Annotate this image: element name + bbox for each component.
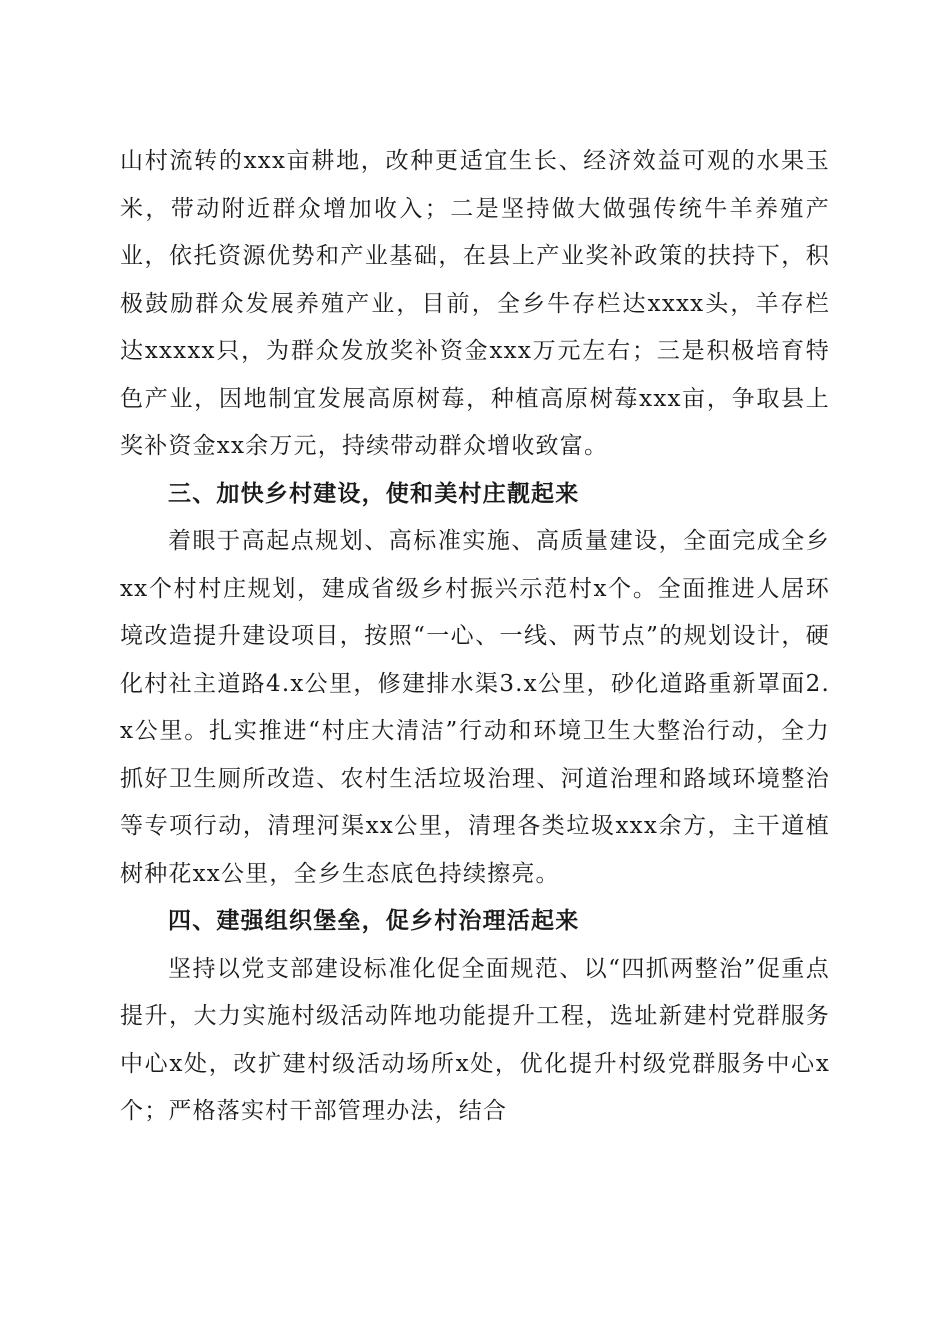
paragraph-section-4: 坚持以党支部建设标准化促全面规范、以“四抓两整治”促重点提升，大力实施村级活动阵地功能提升工程，选址新建村党群服务中心x处，改扩建村级活动场所x处，优化提升村级党群服务中心x个；严格落实村干部管理办法，结合: [120, 955, 830, 1124]
paragraph-section-3: 着眼于高起点规划、高标准实施、高质量建设，全面完成全乡xx个村村庄规划，建成省级乡村振兴示范村x个。全面推进人居环境改造提升建设项目，按照“一心、一线、两节点”的规划设计，硬化村社主道路4.x公里，修建排水渠3.x公里，砂化道路重新罩面2.x公里。扎实推进“村庄大清洁”行动和环境卫生大整治行动，全力抓好卫生厕所改造、农村生活垃圾治理、河道治理和路域环境整治等专项行动，清理河渠xx公里，清理各类垃圾xxx余方，主干道植树种花xx公里，全乡生态底色持续擦亮。: [120, 528, 830, 887]
section-heading-4: 四、建强组织堡垒，促乡村治理活起来: [168, 908, 580, 934]
document-body: [120, 138, 830, 1136]
paragraph-continued: 山村流转的xxx亩耕地，改种更适宜生长、经济效益可观的水果玉米，带动附近群众增加收入；二是坚持做大做强传统牛羊养殖产业，依托资源优势和产业基础，在县上产业奖补政策的扶持下，积极鼓励群众发展养殖产业，目前，全乡牛存栏达xxxx头，羊存栏达xxxxx只，为群众发放奖补资金xxx万元左右；三是积极培育特色产业，因地制宜发展高原树莓，种植高原树莓xxx亩，争取县上奖补资金xx余万元，持续带动群众增收致富。: [120, 148, 830, 459]
section-heading-3: 三、加快乡村建设，使和美村庄靓起来: [168, 480, 580, 507]
